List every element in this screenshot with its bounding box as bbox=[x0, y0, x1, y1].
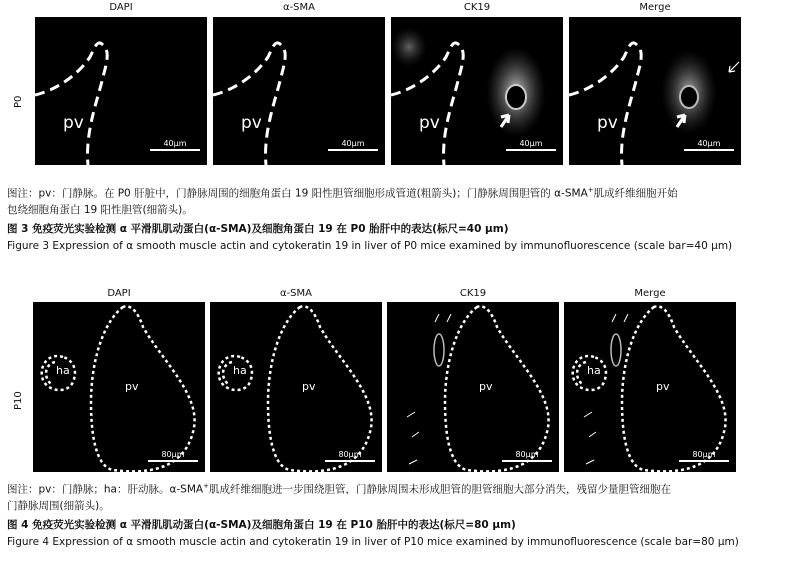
panel-dapi-p0 bbox=[35, 17, 207, 165]
vessel-outlines bbox=[33, 302, 205, 472]
column-header-merge: Merge bbox=[639, 2, 671, 13]
column-header-merge: Merge bbox=[634, 288, 666, 299]
panel-merge-p0 bbox=[569, 17, 741, 165]
scale-bar: 40μm bbox=[328, 139, 378, 151]
column-header-asma: α-SMA bbox=[282, 2, 316, 13]
pv-label: pv bbox=[419, 113, 440, 133]
scale-bar: 80μm bbox=[148, 450, 198, 462]
ha-label: ha bbox=[587, 364, 601, 377]
vessel-outlines bbox=[210, 302, 382, 472]
column-header-dapi: DAPI bbox=[107, 288, 131, 299]
scale-bar: 40μm bbox=[684, 139, 734, 151]
thin-arrow-icon bbox=[407, 412, 419, 464]
figure-3-caption-en: Figure 3 Expression of α smooth muscle actin and cytokeratin 19 in liver of P0 mice examined by immunofluorescence (scale bar=40 μm) bbox=[7, 240, 733, 252]
pv-label: pv bbox=[656, 380, 670, 393]
vessel-outlines bbox=[564, 302, 736, 472]
panel-ck19-p0 bbox=[391, 17, 563, 165]
scale-bar: 80μm bbox=[502, 450, 552, 462]
scale-bar: 40μm bbox=[150, 139, 200, 151]
figure-4-caption-en: Figure 4 Expression of α smooth muscle actin and cytokeratin 19 in liver of P10 mice examined by immunofluorescence (scale bar=80 μm) bbox=[7, 536, 739, 548]
pv-label: pv bbox=[63, 113, 84, 133]
scale-bar: 40μm bbox=[506, 139, 556, 151]
pv-label: pv bbox=[125, 380, 139, 393]
thin-arrow-icon bbox=[584, 412, 596, 464]
panel-asma-p0 bbox=[213, 17, 385, 165]
figure-3-caption-cn: 图 3 免疫荧光实验检测 α 平滑肌肌动蛋白(α-SMA)及细胞角蛋白 19 在 P0 胎肝中的表达(标尺=40 μm) bbox=[7, 223, 509, 235]
figure-4-caption-cn: 图 4 免疫荧光实验检测 α 平滑肌肌动蛋白(α-SMA)及细胞角蛋白 19 在 P10 胎肝中的表达(标尺=80 μm) bbox=[7, 519, 516, 531]
ha-label: ha bbox=[233, 364, 247, 377]
vessel-outlines bbox=[387, 302, 559, 472]
panel-asma-p10 bbox=[210, 302, 382, 472]
thin-arrow-icon bbox=[612, 314, 628, 322]
panel-merge-p10 bbox=[564, 302, 736, 472]
figure-3-note: 图注：pv：门静脉。在 P0 肝脏中，门静脉周围的细胞角蛋白 19 阳性胆管细胞形成管道(粗箭头)；门静脉周围胆管的 α-SMA+肌成纤维细胞开始 包绕细胞角蛋白 19 阳性胆管(细箭头)。 bbox=[7, 186, 678, 216]
scale-bar: 80μm bbox=[679, 450, 729, 462]
panel-ck19-p10 bbox=[387, 302, 559, 472]
thin-arrow-icon bbox=[435, 314, 451, 322]
panel-dapi-p10 bbox=[33, 302, 205, 472]
ha-label: ha bbox=[56, 364, 70, 377]
thin-arrow-icon bbox=[729, 62, 739, 72]
column-header-ck19: CK19 bbox=[463, 2, 491, 13]
pv-label: pv bbox=[597, 113, 618, 133]
pv-label: pv bbox=[241, 113, 262, 133]
column-header-asma: α-SMA bbox=[279, 288, 313, 299]
row-label-p10: P10 bbox=[13, 391, 24, 410]
column-header-dapi: DAPI bbox=[109, 2, 133, 13]
pv-label: pv bbox=[302, 380, 316, 393]
scale-bar: 80μm bbox=[325, 450, 375, 462]
pv-label: pv bbox=[479, 380, 493, 393]
row-label-p0: P0 bbox=[13, 95, 24, 108]
column-header-ck19: CK19 bbox=[459, 288, 487, 299]
figure-4-note: 图注：pv：门静脉；ha：肝动脉。α-SMA+肌成纤维细胞进一步围绕胆管，门静脉周围未形成胆管的胆管细胞大部分消失，残留少量胆管细胞在 门静脉周围(细箭头)。 bbox=[7, 482, 671, 512]
